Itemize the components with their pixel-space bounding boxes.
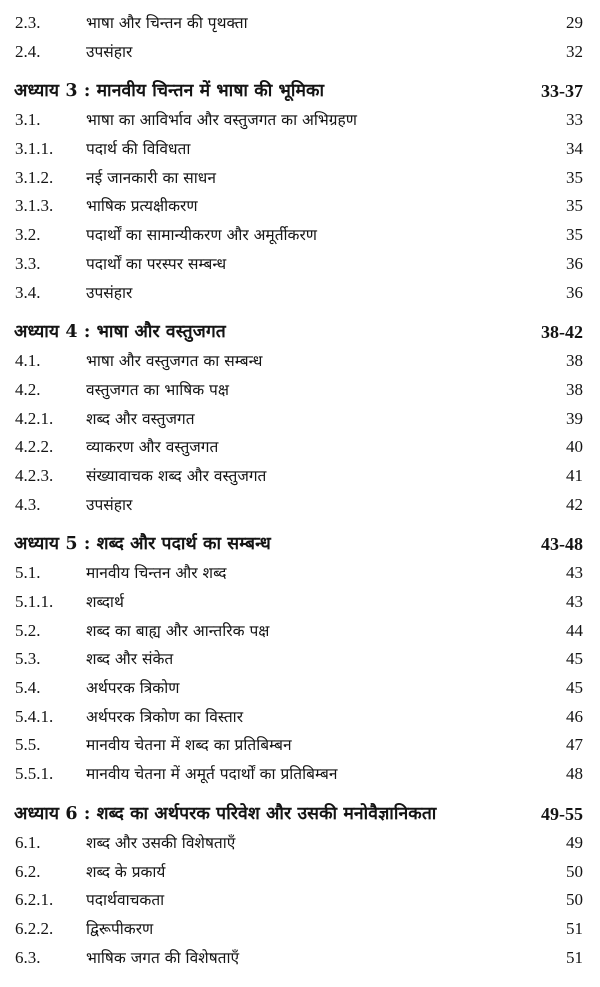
toc-entry[interactable] (0, 559, 600, 588)
toc-entry[interactable] (0, 376, 600, 405)
page-number: 47 (566, 735, 583, 755)
section-number: 6.2. (15, 861, 41, 881)
section-title: उपसंहार (86, 495, 133, 514)
page-number: 36 (566, 253, 583, 273)
toc-entry[interactable] (0, 886, 600, 915)
page-number: 38 (566, 379, 583, 399)
section-title: अर्थपरक त्रिकोण (86, 679, 180, 698)
toc-entry[interactable] (0, 645, 600, 674)
section-title: शब्दार्थ (86, 593, 124, 611)
section-number: 3.3. (15, 253, 41, 273)
section-number: 3.1.2. (15, 167, 54, 187)
section-number: 3.4. (15, 282, 41, 302)
toc-entry[interactable] (0, 944, 600, 973)
toc-entry[interactable] (0, 731, 600, 760)
section-title: भाषा और चिन्तन की पृथक्ता (86, 14, 248, 32)
toc-chapter-6 (0, 799, 600, 972)
section-number: 6.1. (15, 832, 41, 852)
toc-entry[interactable] (0, 106, 600, 135)
chapter-page-range: 43-48 (541, 534, 583, 555)
section-number: 4.3. (15, 494, 41, 514)
toc-entry[interactable] (0, 674, 600, 703)
page-number: 45 (566, 649, 583, 669)
section-title: शब्द और संकेत (86, 650, 174, 669)
chapter-heading[interactable] (0, 529, 600, 559)
page-number: 51 (566, 947, 583, 967)
chapter-title: अध्याय 3 : मानवीय चिन्तन में भाषा की भूमिका (14, 81, 325, 102)
section-title: मानवीय चेतना में अमूर्त पदार्थों का प्रतिबिम्बन (86, 765, 338, 784)
page-number: 42 (566, 494, 583, 514)
section-title: शब्द और वस्तुजगत (86, 409, 195, 428)
chapter-heading[interactable] (0, 76, 600, 106)
section-number: 3.2. (15, 225, 41, 245)
toc-entry[interactable] (0, 192, 600, 221)
page-number: 33 (566, 110, 583, 130)
section-number: 5.5. (15, 735, 41, 755)
page-number: 36 (566, 282, 583, 302)
page-number: 43 (566, 563, 583, 583)
toc-entry[interactable] (0, 405, 600, 434)
toc-entry[interactable] (0, 588, 600, 617)
page-number: 51 (566, 918, 583, 938)
section-title: भाषा का आविर्भाव और वस्तुजगत का अभिग्रहण (86, 111, 357, 130)
page-number: 38 (566, 351, 583, 371)
toc-entry[interactable] (0, 491, 600, 520)
section-title: वस्तुजगत का भाषिक पक्ष (86, 380, 229, 399)
section-number: 5.3. (15, 649, 41, 669)
toc-entry[interactable] (0, 703, 600, 732)
toc-entry[interactable] (0, 164, 600, 193)
section-number: 4.2.1. (15, 408, 54, 428)
chapter-page-range: 33-37 (541, 81, 583, 102)
toc-chapter-3 (0, 76, 600, 307)
section-number: 5.2. (15, 620, 41, 640)
section-title: शब्द के प्रकार्य (86, 862, 166, 881)
page-number: 46 (566, 706, 583, 726)
chapter-title: अध्याय 6 : शब्द का अर्थपरक परिवेश और उसकी मनोवैज्ञानिकता (14, 803, 437, 824)
section-number: 4.2.2. (15, 437, 54, 457)
page-number: 43 (566, 592, 583, 611)
section-title: भाषा और वस्तुजगत का सम्बन्ध (86, 352, 263, 371)
section-number: 5.1. (15, 563, 41, 583)
page-number: 32 (566, 41, 583, 61)
page-number: 35 (566, 196, 583, 216)
section-title: पदार्थों का परस्पर सम्बन्ध (86, 254, 227, 273)
section-number: 5.5.1. (15, 764, 54, 784)
chapter-page-range: 38-42 (541, 322, 583, 343)
section-title: उपसंहार (86, 283, 133, 302)
chapter-title: अध्याय 4 : भाषा और वस्तुजगत (14, 322, 226, 343)
page-number: 50 (566, 890, 583, 910)
section-title: पदार्थों का सामान्यीकरण और अमूर्तीकरण (86, 226, 318, 245)
toc-entry[interactable] (0, 858, 600, 887)
chapter-page-range: 49-55 (541, 803, 583, 824)
page-number: 49 (566, 832, 583, 852)
toc-section-continuation (0, 9, 600, 66)
page-number: 39 (566, 408, 583, 428)
section-number: 3.1.1. (15, 139, 54, 159)
toc-entry[interactable] (0, 829, 600, 858)
toc-entry[interactable] (0, 462, 600, 491)
section-number: 5.4. (15, 678, 41, 698)
toc-chapter-5 (0, 529, 600, 789)
section-number: 6.2.2. (15, 918, 54, 938)
section-number: 2.4. (15, 41, 41, 61)
toc-entry[interactable] (0, 135, 600, 164)
page-number: 41 (566, 465, 583, 485)
section-title: संख्यावाचक शब्द और वस्तुजगत (86, 466, 267, 485)
section-number: 4.2.3. (15, 465, 54, 485)
toc-entry[interactable] (0, 9, 600, 38)
table-of-contents (0, 9, 600, 972)
section-title: मानवीय चिन्तन और शब्द (86, 564, 227, 583)
chapter-title: अध्याय 5 : शब्द और पदार्थ का सम्बन्ध (14, 534, 271, 555)
section-number: 4.2. (15, 379, 41, 399)
toc-entry[interactable] (0, 279, 600, 308)
page-number: 48 (566, 764, 583, 784)
toc-entry[interactable] (0, 347, 600, 376)
section-number: 5.4.1. (15, 706, 54, 726)
toc-chapter-4 (0, 317, 600, 519)
section-number: 3.1. (15, 110, 41, 130)
section-number: 4.1. (15, 351, 41, 371)
page-number: 50 (566, 861, 583, 881)
section-number: 5.1.1. (15, 592, 54, 611)
section-number: 2.3. (15, 13, 41, 32)
section-title: उपसंहार (86, 42, 133, 61)
toc-entry[interactable] (0, 38, 600, 67)
toc-entry[interactable] (0, 221, 600, 250)
section-title: मानवीय चेतना में शब्द का प्रतिबिम्बन (86, 736, 292, 755)
section-title: अर्थपरक त्रिकोण का विस्तार (86, 707, 244, 726)
page-number: 40 (566, 437, 583, 457)
section-title: शब्द और उसकी विशेषताएँ (86, 833, 236, 852)
section-title: पदार्थ की विविधता (86, 140, 191, 159)
section-title: भाषिक जगत की विशेषताएँ (86, 948, 240, 967)
section-title: नई जानकारी का साधन (86, 168, 216, 187)
toc-entry[interactable] (0, 760, 600, 789)
section-number: 3.1.3. (15, 196, 54, 216)
section-title: द्विरूपीकरण (86, 919, 154, 938)
toc-entry[interactable] (0, 915, 600, 944)
section-title: व्याकरण और वस्तुजगत (86, 438, 219, 457)
toc-entry[interactable] (0, 433, 600, 462)
page-number: 35 (566, 225, 583, 245)
toc-entry[interactable] (0, 617, 600, 646)
page-number: 45 (566, 678, 583, 698)
toc-entry[interactable] (0, 250, 600, 279)
section-title: शब्द का बाह्य और आन्तरिक पक्ष (86, 621, 270, 640)
section-title: भाषिक प्रत्यक्षीकरण (86, 197, 198, 216)
section-number: 6.3. (15, 947, 41, 967)
chapter-heading[interactable] (0, 317, 600, 347)
page-number: 34 (566, 139, 583, 159)
section-title: पदार्थवाचकता (86, 891, 165, 910)
page-number: 29 (566, 13, 583, 32)
page-number: 44 (566, 620, 583, 640)
section-number: 6.2.1. (15, 890, 54, 910)
chapter-heading[interactable] (0, 799, 600, 829)
page-number: 35 (566, 167, 583, 187)
